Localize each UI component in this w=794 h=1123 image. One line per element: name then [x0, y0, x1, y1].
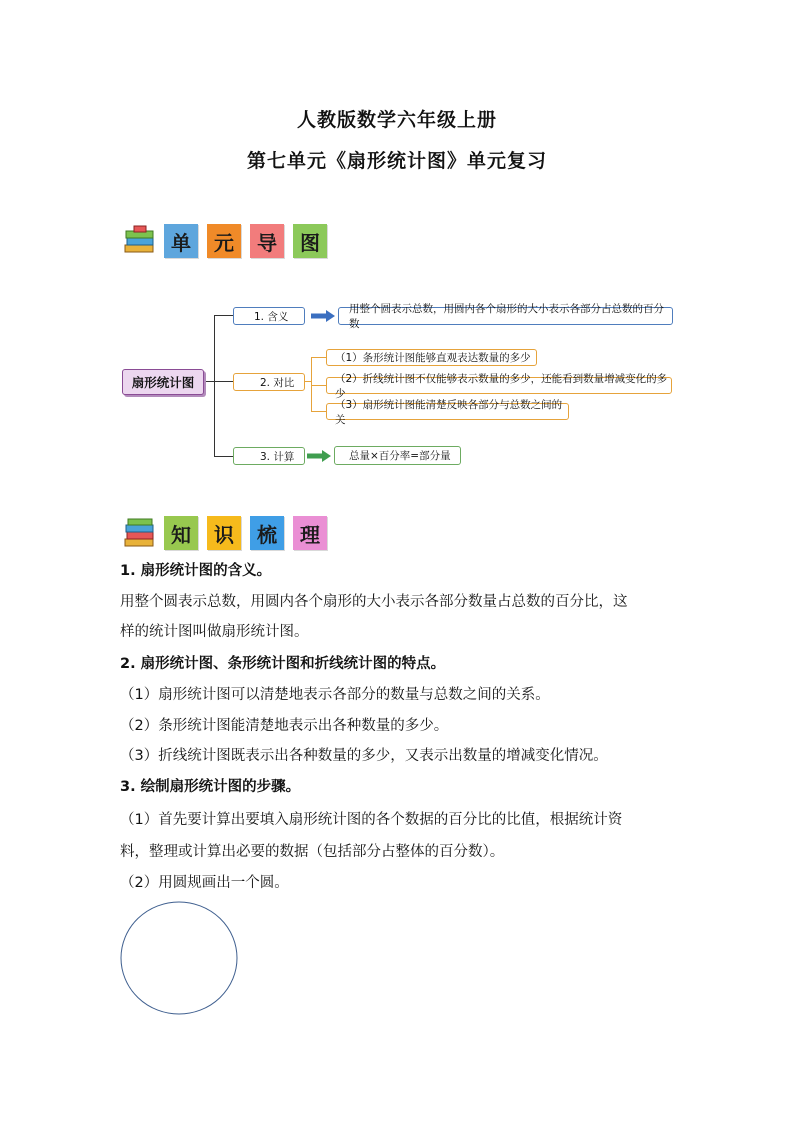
- branch-compare: 2. 对比: [233, 373, 305, 391]
- section-banner-knowledge: [122, 513, 336, 553]
- paragraph-line: 用整个圆表示总数，用圆内各个扇形的大小表示各部分数量占总数的百分比，这: [120, 594, 628, 610]
- paragraph-line: 样的统计图叫做扇形统计图。: [120, 624, 309, 640]
- paragraph-line: （1）首先要计算出要填入扇形统计图的各个数据的百分比的比值，根据统计资: [120, 812, 623, 828]
- paragraph-line: （2）用圆规画出一个圆。: [120, 875, 289, 891]
- page-subtitle: 第七单元《扇形统计图》单元复习: [246, 150, 547, 172]
- heading-steps: 3. 绘制扇形统计图的步骤。: [120, 779, 301, 795]
- arrow-right-icon: [311, 310, 335, 322]
- mind-map-center: 扇形统计图: [122, 369, 204, 395]
- section-tile-3: 梳: [250, 516, 284, 550]
- section-tile-2: 元: [207, 224, 241, 258]
- branch-meaning-detail: 用整个圆表示总数，用圆内各个扇形的大小表示各部分占总数的百分数: [338, 307, 673, 325]
- books-icon: [122, 515, 158, 551]
- paragraph-line: （1）扇形统计图可以清楚地表示各部分的数量与总数之间的关系。: [120, 687, 550, 703]
- section-tile-1: 单: [164, 224, 198, 258]
- compare-item-3: （3）扇形统计图能清楚反映各部分与总数之间的关: [326, 403, 569, 420]
- branch-calculate-detail: 总量×百分率=部分量: [334, 446, 461, 465]
- section-tile-4: 理: [293, 516, 327, 550]
- heading-meaning: 1. 扇形统计图的含义。: [120, 563, 272, 579]
- compare-item-2: （2）折线统计图不仅能够表示数量的多少，还能看到数量增减变化的多少: [326, 377, 672, 394]
- section-banner-unit-map: [122, 221, 336, 261]
- section-tile-1: 知: [164, 516, 198, 550]
- books-icon: [122, 223, 158, 259]
- arrow-right-icon: [307, 450, 331, 462]
- circle-illustration: [118, 900, 240, 1018]
- heading-features: 2. 扇形统计图、条形统计图和折线统计图的特点。: [120, 656, 446, 672]
- branch-calculate: 3. 计算: [233, 447, 305, 465]
- page-title: 人教版数学六年级上册: [296, 109, 497, 131]
- section-tile-4: 图: [293, 224, 327, 258]
- compare-item-1: （1）条形统计图能够直观表达数量的多少: [326, 349, 537, 366]
- section-tile-2: 识: [207, 516, 241, 550]
- paragraph-line: （3）折线统计图既表示出各种数量的多少，又表示出数量的增减变化情况。: [120, 748, 608, 764]
- section-tile-3: 导: [250, 224, 284, 258]
- branch-meaning: 1. 含义: [233, 307, 305, 325]
- paragraph-line: （2）条形统计图能清楚地表示出各种数量的多少。: [120, 718, 449, 734]
- paragraph-line: 料，整理或计算出必要的数据（包括部分占整体的百分数）。: [120, 844, 505, 860]
